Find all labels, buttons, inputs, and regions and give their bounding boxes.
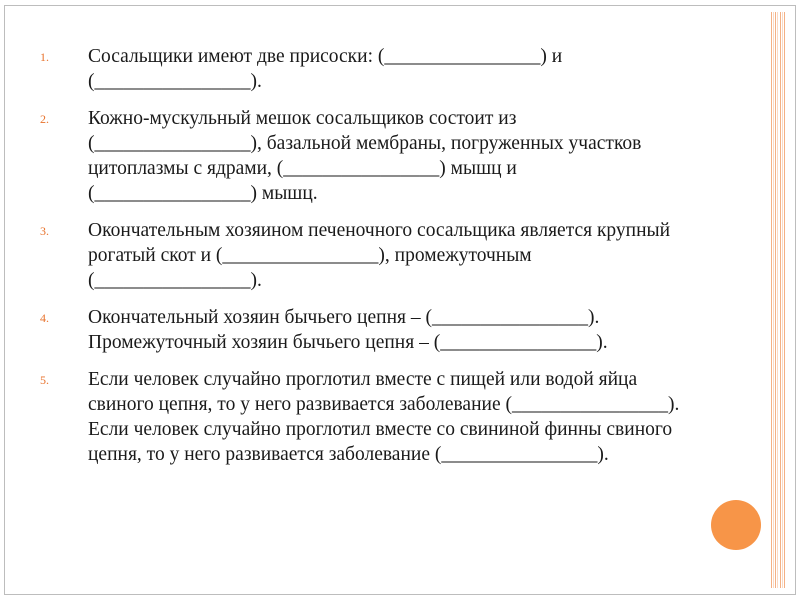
decorative-stripes xyxy=(771,12,785,588)
stripe xyxy=(773,12,774,588)
item-number: 4. xyxy=(40,311,49,325)
item-text: Окончательный хозяин бычьего цепня – (________________). Промежуточный хозяин бычьего цепня – (________________). xyxy=(88,307,608,353)
stripe xyxy=(784,12,785,588)
item-text: Кожно-мускульный мешок сосальщиков состоит из (________________), базальной мембраны, погруженных участков цитоплазмы с ядрами, (________________) мышц и (________________) мышц. xyxy=(88,108,642,204)
list-item xyxy=(40,305,680,355)
item-text: Сосальщики имеют две присоски: (________________) и (________________). xyxy=(88,46,563,92)
item-number: 2. xyxy=(40,112,49,126)
stripe xyxy=(775,12,776,588)
list-item xyxy=(40,367,680,467)
list-item xyxy=(40,44,680,94)
stripe xyxy=(777,12,778,588)
decorative-circle xyxy=(711,500,761,550)
item-number: 1. xyxy=(40,50,49,64)
stripe xyxy=(771,12,772,588)
list-item xyxy=(40,106,680,206)
question-list xyxy=(40,44,680,479)
item-text: Окончательным хозяином печеночного сосальщика является крупный рогатый скот и (________________), промежуточным (________________). xyxy=(88,220,671,291)
stripe xyxy=(782,12,783,588)
item-number: 5. xyxy=(40,373,49,387)
list-item xyxy=(40,218,680,293)
stripe xyxy=(780,12,781,588)
item-text: Если человек случайно проглотил вместе с пищей или водой яйца свиного цепня, то у него развивается заболевание (________________). Если человек случайно проглотил вместе со свининой финны свиного цепня, то у него развивается заболевание (________________). xyxy=(88,369,680,465)
item-number: 3. xyxy=(40,224,49,238)
